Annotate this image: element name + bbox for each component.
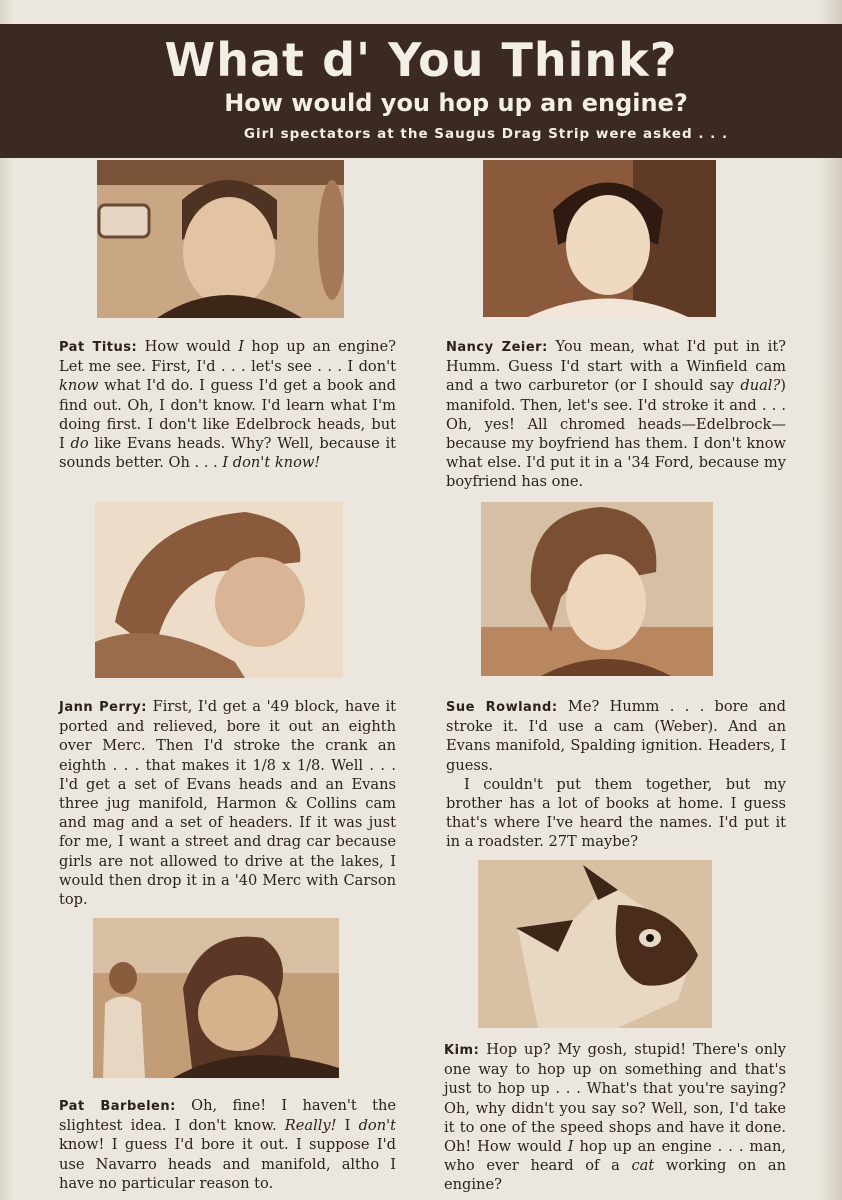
speaker-name: Pat Barbelen: <box>59 1099 176 1114</box>
speaker-name: Nancy Zeier: <box>446 340 548 355</box>
page-title: What d' You Think? <box>164 33 678 87</box>
photo-jann-perry <box>95 502 343 678</box>
speaker-name: Pat Titus: <box>59 340 138 355</box>
photo-kim-cat <box>478 860 712 1028</box>
answer-pat-barbelen: Pat Barbelen: Oh, fine! I haven't the slightest idea. I don't know. Really! I don't know! I guess I'd bore it out. I suppose I'd use Navarro heads and manifold, altho I have no particular reason to. <box>59 1097 396 1192</box>
answer-sue-rowland: Sue Rowland: Me? Humm . . . bore and stroke it. I'd use a cam (Weber). And an Evans manifold, Spalding ignition. Headers, I guess. I couldn't put them together, but my brother has a lot of books at home. I guess that's where I've heard the names. I'd put it in a roadster. 27T maybe? <box>446 698 787 851</box>
speaker-name: Sue Rowland: <box>446 700 558 715</box>
answer-nancy-zeier: Nancy Zeier: You mean, what I'd put in it? Humm. Guess I'd start with a Winfield cam and a two carburetor (or I should say dual?) manifold. Then, let's see. I'd stroke it and . . . Oh, yes! All chromed heads—Edelbrock—because my boyfriend has them. I don't know what else. I'd put it in a '34 Ford, because my boyfriend has one. <box>446 338 787 491</box>
answer-jann-perry: Jann Perry: First, I'd get a '49 block, have it ported and relieved, bore it out an eighth over Merc. Then I'd stroke the crank an eighth . . . that makes it 1/8 x 1/8. Well . . . I'd get a set of Evans heads and an Evans three jug manifold, Harmon & Collins cam and mag and a set of headers. If it was just for me, I want a street and drag car because girls are not allowed to drive at the lakes, I would then drop it in a '40 Merc with Carson top. <box>59 698 396 909</box>
answer-kim: Kim: Hop up? My gosh, stupid! There's only one way to hop up on something and that's just to hop up . . . What's that you're saying? Oh, why didn't you say so? Well, son, I'd take it to one of the speed shops and have it done. Oh! How would I hop up an engine . . . man, who ever heard of a cat working on an engine? <box>444 1041 787 1194</box>
photo-nancy-zeier <box>483 160 716 317</box>
intro-line: Girl spectators at the Saugus Drag Strip were asked . . . <box>243 126 729 142</box>
photo-pat-titus <box>97 160 344 318</box>
answer-pat-titus: Pat Titus: How would I hop up an engine? Let me see. First, I'd . . . let's see . . . I don't know what I'd do. I guess I'd get a book and find out. Oh, I don't know. I'd learn what I'm doing first. I don't like Edelbrock heads, but I do like Evans heads. Why? Well, because it sounds better. Oh . . . I don't know! <box>59 338 397 472</box>
speaker-name: Jann Perry: <box>59 700 147 715</box>
photo-pat-barbelen <box>93 918 339 1078</box>
speaker-name: Kim: <box>444 1043 480 1058</box>
answer-paragraph-2: I couldn't put them together, but my brother has a lot of books at home. I guess that's where I've heard the names. I'd put it in a roadster. 27T maybe? <box>446 775 786 851</box>
page-subtitle: How would you hop up an engine? <box>224 89 688 117</box>
photo-sue-rowland <box>481 502 713 676</box>
